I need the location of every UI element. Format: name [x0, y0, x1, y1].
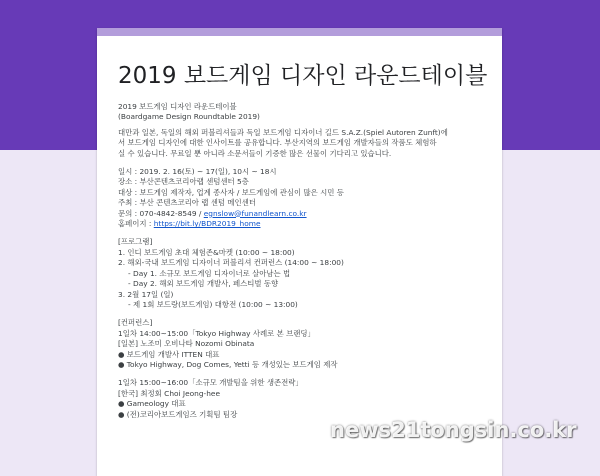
homepage-label: 홈페이지 :: [118, 219, 154, 229]
program-subitem: - 제 1회 보드랑(보드게임) 대항전 (10:00 ~ 13:00): [128, 299, 298, 309]
summary-line: 실 수 있습니다. 무료일 뿐 아니라 소문서들이 기증한 많은 선물이 기다리고 있습니다.: [118, 148, 392, 158]
conference-bullet: ● Tokyo Highway, Dog Comes, Yetti 등 개성있는 보드게임 제작: [118, 359, 338, 369]
intro-line: 2019 보드게임 디자인 라운드테이블: [118, 102, 237, 111]
conference-session-title: 1일차 14:00~15:00「Tokyo Highway 사례로 본 브랜딩」: [118, 328, 315, 338]
homepage-link[interactable]: https://bit.ly/BDR2019_home: [153, 219, 261, 229]
program-subitem: - Day 1. 소규모 보드게임 디자이너로 살아남는 법: [128, 268, 291, 278]
form-description: [118, 102, 488, 420]
program-item: 2. 해외-국내 보드게임 디자이너 퍼블리셔 컨퍼런스 (14:00 ~ 18:00): [118, 258, 344, 268]
program-item: 3. 2월 17일 (일): [118, 289, 174, 299]
event-target: 대상 : 보드게임 제작자, 업계 종사자 / 보드게임에 관심이 많은 시민 등: [118, 187, 344, 197]
event-homepage: [118, 219, 488, 229]
conference-speaker: [일본] 노조미 오비나타 Nozomi Obinata: [118, 339, 255, 349]
conference-header: [컨퍼런스]: [118, 318, 153, 328]
intro-line: (Boardgame Design Roundtable 2019): [118, 112, 260, 122]
event-date: 일시 : 2019. 2. 16(토) ~ 17(일), 10시 ~ 18시: [118, 167, 277, 177]
watermark: news21tongsin.co.kr: [330, 418, 577, 442]
conference-bullet: ● (전)코리아보드게임즈 기획팀 팀장: [118, 409, 238, 419]
program-subitem: - Day 2. 해외 보드게임 개발사, 페스티벌 동향: [128, 279, 279, 289]
form-title: 2019 보드게임 디자인 라운드테이블: [118, 63, 488, 89]
event-organizer: 주최 : 부산 콘텐츠코리아 랩 센텀 메인센터: [118, 198, 256, 208]
conference-bullet: ● 보드게임 개발사 ITTEN 대표: [118, 349, 220, 359]
conference-bullet: ● Gameology 대표: [118, 399, 186, 409]
conference-session-title: 1일차 15:00~16:00「소규모 개발팀을 위한 생존전략」: [118, 378, 303, 388]
contact-label: 문의 : 070-4842-8549 /: [118, 208, 204, 218]
program-header: [프로그램]: [118, 237, 153, 247]
event-place: 장소 : 부산콘텐츠코리아랩 센텀센터 5층: [118, 177, 249, 187]
form-card: [97, 28, 502, 476]
summary-line: 대만과 일본, 독일의 해외 퍼블리셔들과 독일 보드게임 디자이너 길드 S.A.Z.(Spiel Autoren Zunft)에: [118, 127, 448, 137]
conference-speaker: [한국] 최정회 Choi Jeong-hee: [118, 388, 221, 398]
program-item: 1. 인디 보드게임 초대 체험존&마켓 (10:00 ~ 18:00): [118, 247, 295, 257]
contact-email-link[interactable]: egnslow@funandlearn.co.kr: [203, 208, 307, 218]
event-contact: [118, 209, 488, 219]
summary-line: 서 보드게임 디자인에 대한 인사이트를 공유합니다. 부산지역의 보드게임 개발자들의 작품도 체험하: [118, 138, 437, 148]
